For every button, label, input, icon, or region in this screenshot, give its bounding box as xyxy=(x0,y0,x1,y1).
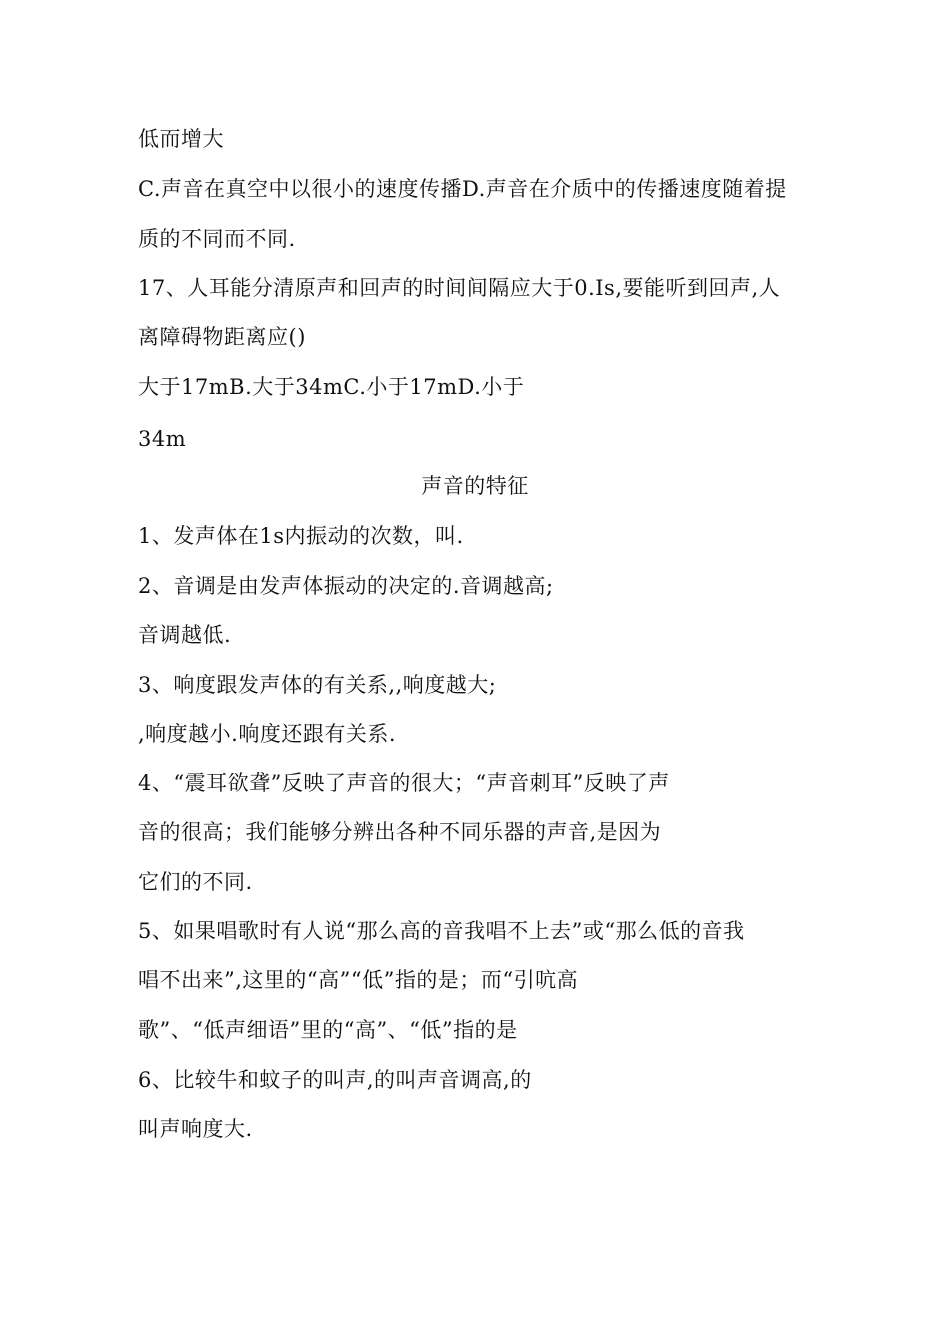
text-line-3: 质的不同而不同. xyxy=(138,227,296,251)
text-line-1: 低而增大 xyxy=(138,127,224,151)
item-5-line-2: 唱不出来”,这里的“高”“低”指的是；而“引吭高 xyxy=(138,968,579,992)
item-5-line-1: 5、如果唱歌时有人说“那么高的音我唱不上去”或“那么低的音我 xyxy=(138,919,745,943)
question-17-line-1: 17、人耳能分清原声和回声的时间间隔应大于0.Is,要能听到回声,人 xyxy=(138,276,781,300)
section-title: 声音的特征 xyxy=(421,474,529,498)
item-4-line-1: 4、“震耳欲聋”反映了声音的很大；“声音刺耳”反映了声 xyxy=(138,771,670,795)
question-17-options: 大于17mB.大于34mC.小于17mD.小于 xyxy=(138,375,525,399)
item-5-line-3: 歌”、“低声细语”里的“高”、“低”指的是 xyxy=(138,1018,518,1042)
item-3-line-2: ,响度越小.响度还跟有关系. xyxy=(138,722,397,746)
item-2-line-2: 音调越低. xyxy=(138,623,232,647)
item-6-line-1: 6、比较牛和蚊子的叫声,的叫声音调高,的 xyxy=(138,1068,532,1092)
item-4-line-2: 音的很高；我们能够分辨出各种不同乐器的声音,是因为 xyxy=(138,820,662,844)
item-3-line-1: 3、响度跟发声体的有关系,,响度越大; xyxy=(138,673,497,697)
item-6-line-2: 叫声响度大. xyxy=(138,1117,253,1141)
item-2-line-1: 2、音调是由发声体振动的决定的.音调越高; xyxy=(138,574,554,598)
text-line-2: C.声音在真空中以很小的速度传播D.声音在介质中的传播速度随着提 xyxy=(138,177,787,201)
item-1: 1、发声体在1s内振动的次数，叫. xyxy=(138,524,464,548)
question-17-option-d: 34m xyxy=(138,427,187,451)
item-4-line-3: 它们的不同. xyxy=(138,870,253,894)
question-17-line-2: 离障碍物距离应() xyxy=(138,325,306,349)
